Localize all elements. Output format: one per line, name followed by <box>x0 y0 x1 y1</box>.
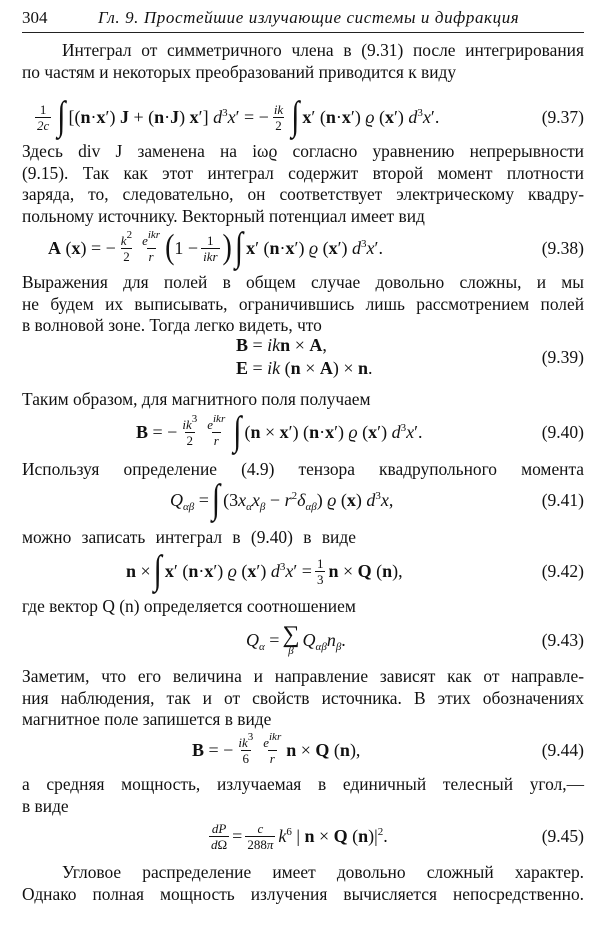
text-line: можно записать интеграл в (9.40) в виде <box>22 527 356 547</box>
paragraph-4 <box>22 389 584 411</box>
paragraph-7 <box>22 596 584 618</box>
text-line: польному источнику. Векторный потенциал имеет вид <box>22 205 425 226</box>
equation-body: B = − $\frac{ik^3}{6}$ $\frac{e^{ikr}}{r}$ n × Q (n), <box>192 730 361 766</box>
text-line: заряда, то, следовательно, он соответствует электрическому квадру- <box>22 184 584 204</box>
equation-number: (9.37) <box>541 106 584 127</box>
text-line: (9.15). Так как этот интеграл содержит второй момент плотности <box>22 162 584 183</box>
text-line: по частям и некоторых преобразований приводится к виду <box>22 61 457 82</box>
equation-9-43 <box>0 616 600 664</box>
equation-body: B = − $\frac{ik^3}{2}$ $\frac{e^{ikr}}{r}$ ∫ (n × x′) (n·x′) ϱ (x′) $d^3x'$. <box>136 409 423 454</box>
equation-number: (9.43) <box>541 629 584 650</box>
page-number: 304 <box>22 8 48 27</box>
equation-body: $Q_\alpha$ = ∑ β $Q_{\alpha\beta}n_\beta$. <box>246 621 346 657</box>
text-line: Таким образом, для магнитного поля получаем <box>22 389 371 409</box>
equation-body: n × ∫ x′ (n·x′) ϱ (x′) $d^3x'$ = $\frac{1}{3}$ n × Q (n), <box>126 548 403 593</box>
equation-body: $\frac{dP}{d\Omega}$ = $\frac{c}{288\pi}$ $k^6$ | n × Q $(n)|^2$. <box>211 820 388 852</box>
text-line: Используя определение (4.9) тензора квадрупольного момента <box>22 459 584 479</box>
equation-number: (9.38) <box>541 237 584 258</box>
paragraph-10 <box>22 862 584 905</box>
text-line: где вектор Q (n) определяется соотношением <box>22 596 356 616</box>
equation-9-40 <box>0 410 600 454</box>
text-line: Угловое распределение имеет довольно сложный характер. <box>62 862 584 882</box>
equation-9-41 <box>0 478 600 522</box>
equation-body: $Q_{\alpha\beta}$ = ∫ $(3x_\alpha x_\beta - r^2\delta_{\alpha\beta})$ ϱ (x) $d^3x$, <box>170 477 394 522</box>
equation-number: (9.42) <box>541 560 584 581</box>
equation-body: B = ikn × A, E = ik (n × A) × n. <box>236 335 373 378</box>
paragraph-8 <box>22 666 584 731</box>
text-line: Интеграл от симметричного члена в (9.31) после интегрирования <box>62 40 584 60</box>
text-line: Здесь div J заменена на iωϱ согласно уравнению непрерывности <box>22 141 584 161</box>
paragraph-2 <box>22 141 584 227</box>
equation-9-38 <box>0 226 600 270</box>
paragraph-1 <box>22 40 584 83</box>
equation-9-42 <box>0 549 600 593</box>
equation-number: (9.40) <box>541 421 584 442</box>
paragraph-3 <box>22 272 584 337</box>
text-line: не будем их выписывать, ограничившись лишь рассмотрением полей <box>22 293 584 314</box>
text-line: в волновой зоне. Тогда легко видеть, что <box>22 315 322 335</box>
equation-number: (9.45) <box>541 825 584 846</box>
paragraph-9 <box>22 774 584 817</box>
equation-number: (9.41) <box>541 489 584 510</box>
equation-body: $\frac{1}{2c}$ ∫ [(n·x′) J + (n·J) x′] $d^3x'$ = − $\frac{ik}{2}$ ∫ x′ (n·x′) ϱ (x′) $d^3x'$. <box>37 94 440 139</box>
equation-9-45 <box>0 814 600 858</box>
equation-9-39 <box>0 333 600 381</box>
equation-body: A (x) = − $\frac{k^2}{2}$ $\frac{e^{ikr}}{r}$ ( 1 − $\frac{1}{\text{ikr}}$ ) ∫ x′ (n·x′) ϱ (x′) $d^3x'$. <box>48 225 383 270</box>
equation-9-44 <box>0 728 600 772</box>
text-line: Однако полная мощность излучения вычисляется непосредственно. <box>22 883 584 904</box>
header-rule <box>22 32 584 33</box>
text-line: ния наблюдения, так и от свойств источника. В этих обозначениях <box>22 687 584 708</box>
text-line: в виде <box>22 795 69 816</box>
text-line: Заметим, что его величина и направление зависят как от направле- <box>22 666 584 686</box>
running-title: Гл. 9. Простейшие излучающие системы и дифракция <box>98 8 520 27</box>
text-line: Выражения для полей в общем случае довольно сложны, и мы <box>22 272 584 292</box>
paragraph-6 <box>22 527 584 549</box>
running-header <box>22 8 584 30</box>
text-line: а средняя мощность, излучаемая в единичный телесный угол,— <box>22 774 584 794</box>
equation-9-37 <box>0 95 600 139</box>
equation-number: (9.44) <box>541 739 584 760</box>
equation-number: (9.39) <box>541 346 584 367</box>
text-line: магнитное поле запишется в виде <box>22 709 272 729</box>
